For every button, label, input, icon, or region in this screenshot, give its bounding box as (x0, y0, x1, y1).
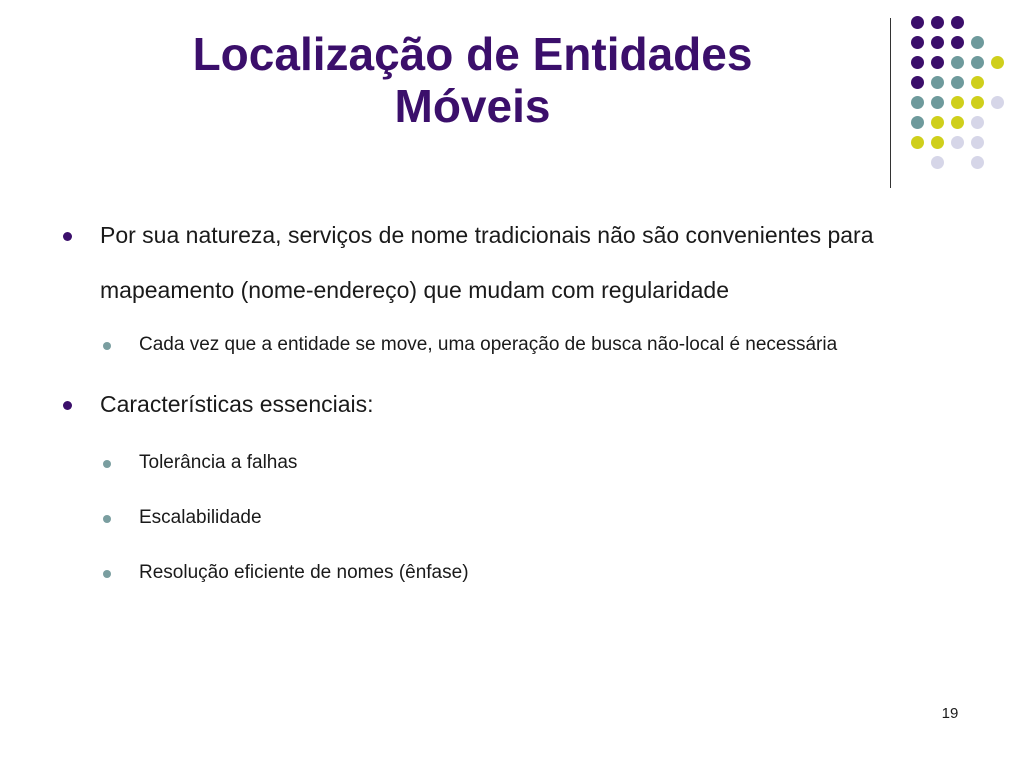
sub-bullet-item (60, 549, 980, 597)
sub-bullet-text: Cada vez que a entidade se move, uma operação de busca não-local é necessária (139, 334, 838, 355)
decor-dot (931, 36, 944, 49)
decor-dot (971, 116, 984, 129)
decor-dot (911, 36, 924, 49)
decor-dot (951, 96, 964, 109)
decor-dot (971, 76, 984, 89)
decor-dot (971, 56, 984, 69)
sub-bullet-dot-icon (103, 460, 111, 468)
sub-bullet-item (60, 494, 980, 542)
sub-bullet-item (60, 321, 980, 369)
slide-body (60, 208, 980, 597)
decor-dot (951, 56, 964, 69)
decor-dot (971, 156, 984, 169)
decor-dot (911, 16, 924, 29)
bullet-dot-icon (63, 232, 72, 241)
decorative-dot-grid (0, 0, 1024, 200)
bullet-dot-icon (63, 401, 72, 410)
bullet-text: Características essenciais: (100, 391, 374, 417)
decor-dot (911, 76, 924, 89)
decor-dot (971, 96, 984, 109)
decor-dot (951, 116, 964, 129)
sub-bullet-item (60, 439, 980, 487)
decor-dot (931, 96, 944, 109)
sub-bullet-text: Tolerância a falhas (139, 452, 298, 473)
title-line-1: Localização de Entidades (192, 28, 753, 80)
bullet-item (60, 377, 980, 432)
decor-dot (931, 116, 944, 129)
decor-dot (931, 56, 944, 69)
decor-dot (951, 16, 964, 29)
decor-dot (951, 136, 964, 149)
decor-dot (931, 16, 944, 29)
decor-dot (911, 96, 924, 109)
decor-dot (991, 96, 1004, 109)
bullet-item (60, 208, 980, 318)
sub-bullet-dot-icon (103, 515, 111, 523)
sub-bullet-text: Resolução eficiente de nomes (ênfase) (139, 562, 469, 583)
decor-dot (951, 36, 964, 49)
sub-bullet-dot-icon (103, 342, 111, 350)
sub-bullet-text: Escalabilidade (139, 507, 262, 528)
decor-dot (911, 116, 924, 129)
decor-dot (911, 136, 924, 149)
sub-bullet-dot-icon (103, 570, 111, 578)
decor-dot (931, 76, 944, 89)
decor-dot (931, 136, 944, 149)
title-line-2: Móveis (394, 80, 551, 132)
decor-dot (931, 156, 944, 169)
bullet-text: Por sua natureza, serviços de nome tradicionais não são convenientes para mapeamento (nome-endereço) que mudam com regularidade (100, 222, 874, 303)
decor-dot (971, 36, 984, 49)
decor-dot (971, 136, 984, 149)
decor-dot (951, 76, 964, 89)
page-number: 19 (941, 705, 959, 722)
decor-dot (911, 56, 924, 69)
decor-dot (991, 56, 1004, 69)
